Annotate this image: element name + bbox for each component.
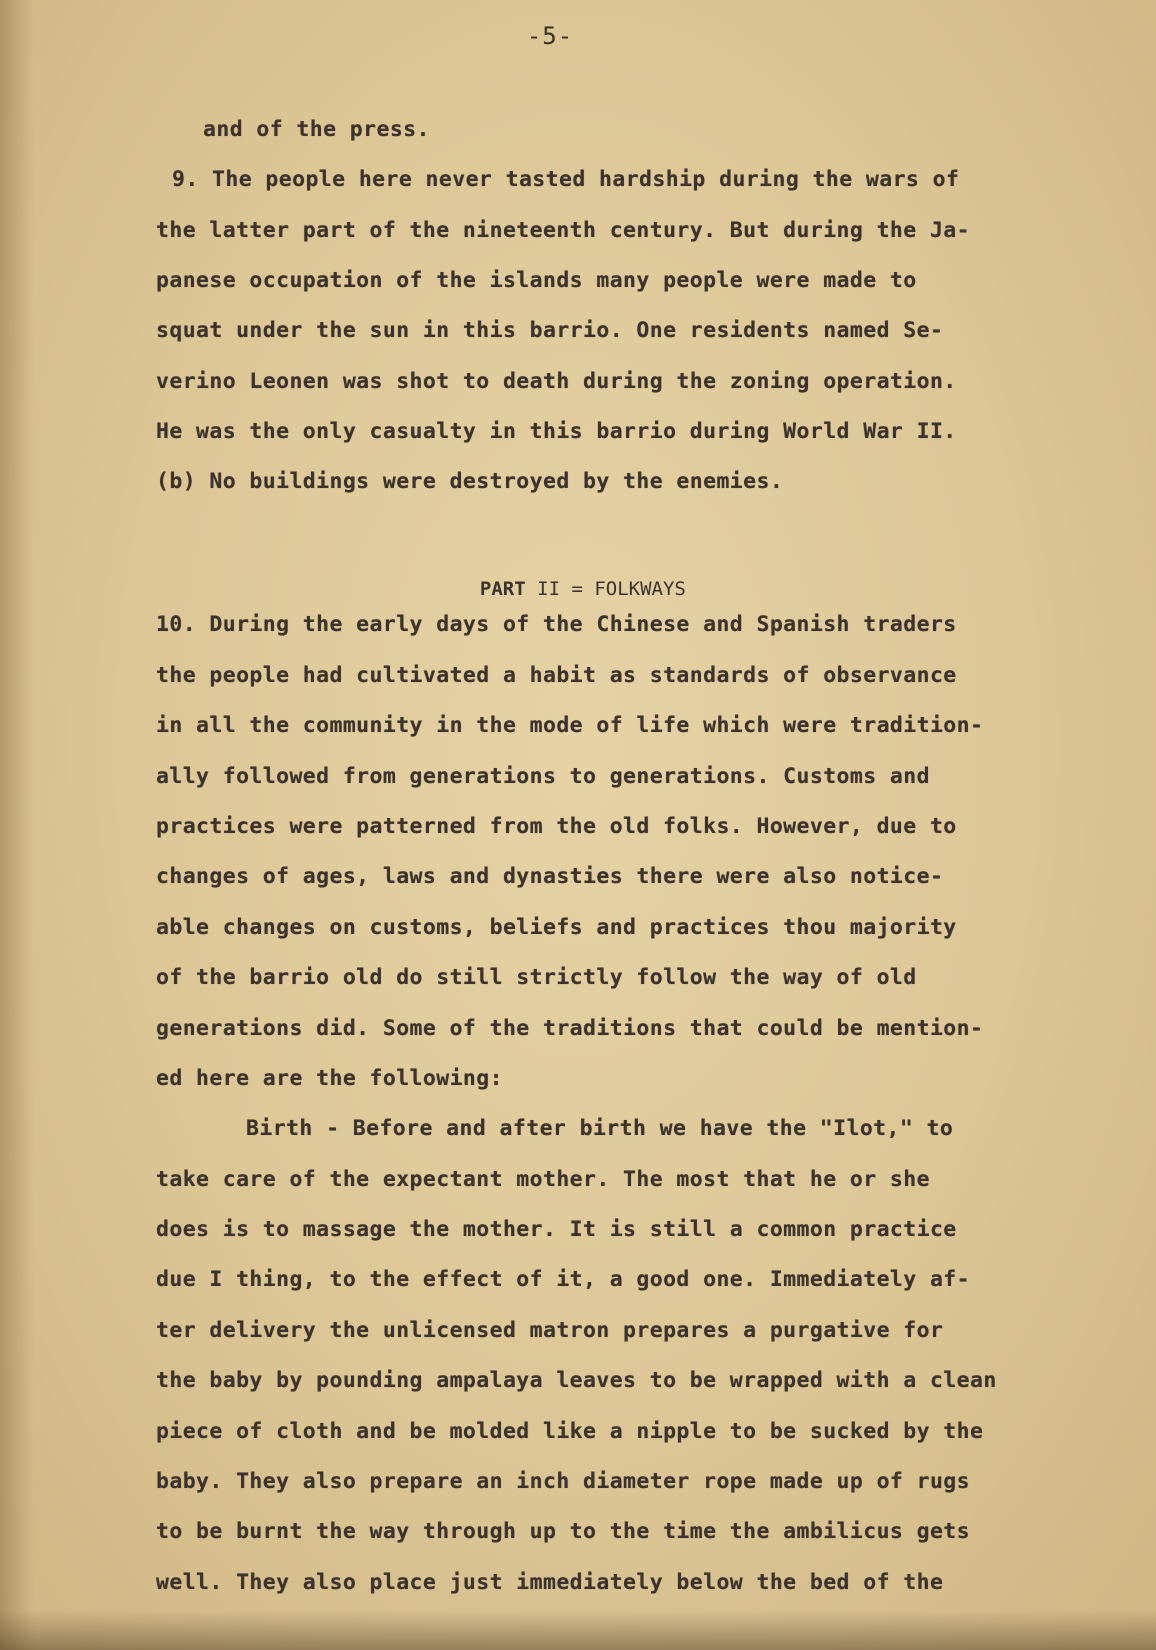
- text-line: and of the press.: [203, 117, 430, 142]
- text-line: (b) No buildings were destroyed by the enemies.: [156, 469, 784, 494]
- text-line: ed here are the following:: [156, 1066, 503, 1091]
- text-line: the baby by pounding ampalaya leaves to be wrapped with a clean: [156, 1368, 997, 1393]
- text-line: does is to massage the mother. It is still a common practice: [156, 1217, 957, 1242]
- text-line: the people had cultivated a habit as standards of observance: [156, 663, 957, 688]
- section-heading-part: PART: [479, 578, 526, 600]
- text-line: of the barrio old do still strictly follow the way of old: [156, 965, 917, 990]
- text-line: in all the community in the mode of life which were tradition-: [156, 713, 984, 738]
- text-line: well. They also place just immediately below the bed of the: [156, 1570, 944, 1595]
- text-line: Birth - Before and after birth we have the "Ilot," to: [246, 1116, 954, 1141]
- text-line: to be burnt the way through up to the time the ambilicus gets: [156, 1519, 970, 1544]
- text-line: verino Leonen was shot to death during the zoning operation.: [156, 369, 957, 394]
- text-line: squat under the sun in this barrio. One residents named Se-: [156, 318, 944, 343]
- text-line: due I thing, to the effect of it, a good one. Immediately af-: [156, 1267, 970, 1292]
- text-line: 10. During the early days of the Chinese and Spanish traders: [156, 612, 957, 637]
- text-line: He was the only casualty in this barrio during World War II.: [156, 419, 957, 444]
- section-heading-title: II = FOLKWAYS: [525, 578, 686, 600]
- text-line: practices were patterned from the old folks. However, due to: [156, 814, 957, 839]
- text-line: generations did. Some of the traditions that could be mention-: [156, 1016, 984, 1041]
- text-line: panese occupation of the islands many people were made to: [156, 268, 917, 293]
- text-line: 9. The people here never tasted hardship during the wars of: [172, 167, 960, 192]
- text-line: baby. They also prepare an inch diameter rope made up of rugs: [156, 1469, 970, 1494]
- text-line: the latter part of the nineteenth century. But during the Ja-: [156, 218, 970, 243]
- text-line: take care of the expectant mother. The most that he or she: [156, 1167, 930, 1192]
- text-line: ally followed from generations to generations. Customs and: [156, 764, 930, 789]
- text-line: able changes on customs, beliefs and practices thou majority: [156, 915, 957, 940]
- text-line: piece of cloth and be molded like a nipple to be sucked by the: [156, 1419, 984, 1444]
- page-number: -5-: [526, 22, 574, 50]
- text-line: ter delivery the unlicensed matron prepares a purgative for: [156, 1318, 944, 1343]
- text-line: changes of ages, laws and dynasties there were also notice-: [156, 864, 944, 889]
